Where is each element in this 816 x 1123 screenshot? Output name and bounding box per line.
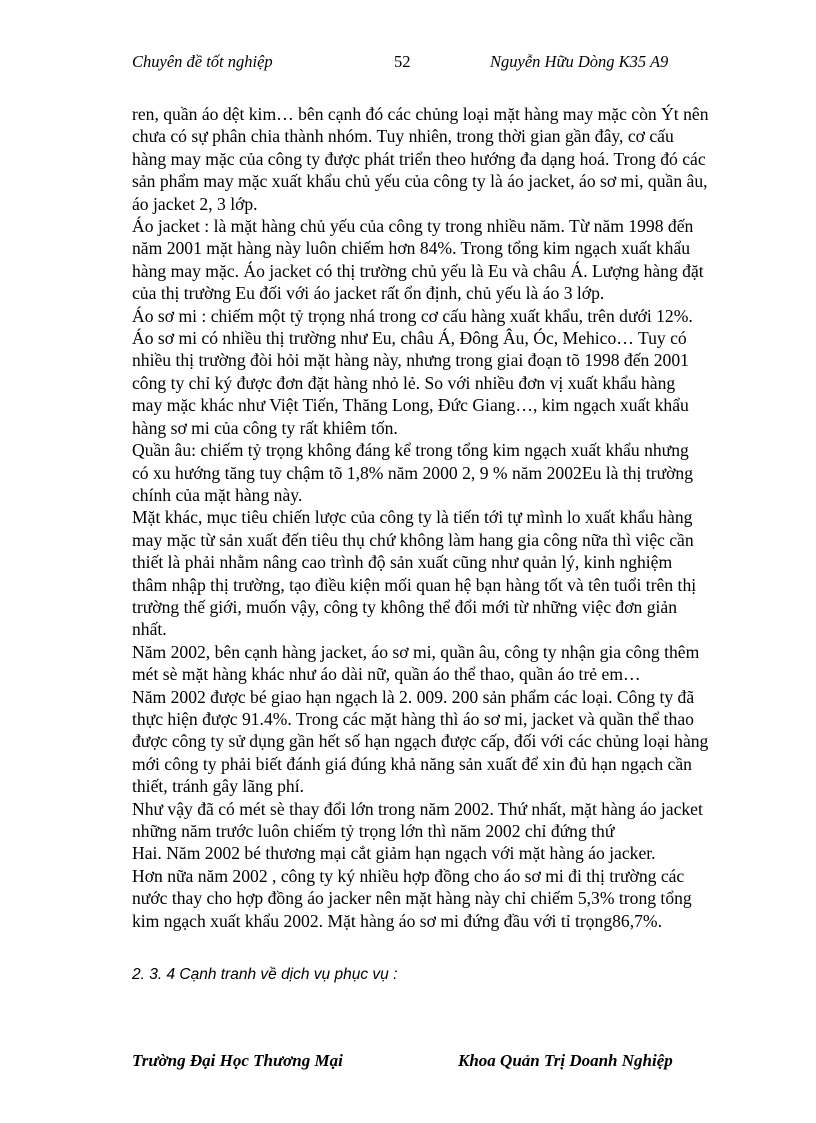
- body-line: có xu hướng tăng tuy chậm tõ 1,8% năm 2000 2, 9 % năm 2002Eu là thị trường: [132, 462, 694, 483]
- body-line: được công ty sử dụng gần hết số hạn ngạch được cấp, đối với các chủng loại hàng: [132, 731, 709, 752]
- body-line: Năm 2002 được bé giao hạn ngạch là 2. 009. 200 sản phẩm các loại. Công ty đã: [132, 686, 695, 707]
- page-footer: [132, 1051, 702, 1075]
- body-line: may mặc từ sản xuất đến tiêu thụ chứ không làm hang gia công nữa thì việc cần: [132, 529, 694, 550]
- body-line: những năm trước luôn chiếm tỷ trọng lớn thì năm 2002 chỉ đứng thứ: [132, 821, 615, 841]
- body-line: thực hiện được 91.4%. Trong các mặt hàng thì áo sơ mi, jacket và quần thể thao: [132, 708, 694, 729]
- footer-faculty: Khoa Quản Trị Doanh Nghiệp: [458, 1051, 673, 1070]
- body-line: Áo jacket : là mặt hàng chủ yếu của công ty trong nhiều năm. Từ năm 1998 đến: [132, 216, 694, 237]
- body-line: Mặt khác, mục tiêu chiến lược của công ty là tiến tới tự mình lo xuất khẩu hàng: [132, 507, 693, 528]
- header-title: Chuyên đề tốt nghiệp: [132, 52, 273, 71]
- header-author: Nguyễn Hữu Dòng K35 A9: [490, 52, 669, 71]
- section-heading: 2. 3. 4 Cạnh tranh về dịch vụ phục vụ :: [132, 966, 398, 983]
- body-line: công ty chỉ ký được đơn đặt hàng nhỏ lẻ. So với nhiều đơn vị xuất khẩu hàng: [132, 372, 676, 393]
- body-line: thiết là phải nhằm nâng cao trình độ sản xuất cũng như quản lý, kinh nghiệm: [132, 552, 673, 573]
- body-line: Năm 2002, bên cạnh hàng jacket, áo sơ mi, quần âu, công ty nhận gia công thêm: [132, 641, 700, 662]
- body-text: [132, 103, 744, 932]
- body-line: của thị trường Eu đối với áo jacket rất ổn định, chủ yếu là áo 3 lớp.: [132, 283, 605, 304]
- body-line: năm 2001 mặt hàng này luôn chiếm hơn 84%. Trong tổng kim ngạch xuất khẩu: [132, 238, 691, 259]
- body-line: chính của mặt hàng này.: [132, 484, 303, 505]
- footer-university: Trường Đại Học Thương Mại: [132, 1051, 343, 1070]
- body-line: ren, quần áo dệt kim… bên cạnh đó các chủng loại mặt hàng may mặc còn Ýt nên: [132, 104, 709, 124]
- page-header: [132, 52, 702, 76]
- body-line: nhiều thị trường đòi hỏi mặt hàng này, nhưng trong giai đoạn tõ 1998 đến 2001: [132, 350, 689, 371]
- body-line: thâm nhập thị trường, tạo điều kiện mối quan hệ bạn hàng tốt và tên tuổi trên thị: [132, 574, 697, 595]
- body-line: Áo sơ mi : chiếm một tỷ trọng nhá trong cơ cấu hàng xuất khẩu, trên dưới 12%.: [132, 305, 693, 326]
- body-line: áo jacket 2, 3 lớp.: [132, 193, 258, 214]
- body-line: Hai. Năm 2002 bé thương mại cắt giảm hạn ngạch với mặt hàng áo jacker.: [132, 843, 656, 864]
- body-line: kim ngạch xuất khẩu 2002. Mặt hàng áo sơ mi đứng đầu với tỉ trọng86,7%.: [132, 910, 662, 931]
- body-line: hàng may mặc của công ty được phát triển theo hướng đa dạng hoá. Trong đó các: [132, 148, 706, 169]
- body-line: Áo sơ mi có nhiều thị trường như Eu, châu Á, Đông Âu, Óc, Mehico… Tuy có: [132, 328, 687, 349]
- body-line: Hơn nữa năm 2002 , công ty ký nhiều hợp đồng cho áo sơ mi đi thị trường các: [132, 865, 685, 886]
- body-line: may mặc khác như Việt Tiến, Thăng Long, Đức Giang…, kim ngạch xuất khẩu: [132, 395, 689, 416]
- body-line: Như vậy đã có mét sè thay đổi lớn trong năm 2002. Thứ nhất, mặt hàng áo jacket: [132, 798, 703, 819]
- body-line: mới công ty phải biết đánh giá đúng khả năng sản xuất để xin đủ hạn ngạch cần: [132, 753, 692, 774]
- body-line: hàng sơ mi của công ty rất khiêm tốn.: [132, 417, 398, 438]
- body-line: mét sè mặt hàng khác như áo dài nữ, quần áo thể thao, quần áo trẻ em…: [132, 664, 641, 685]
- body-line: sản phẩm may mặc xuất khẩu chủ yếu của công ty là áo jacket, áo sơ mi, quần âu,: [132, 171, 708, 192]
- body-line: chưa có sự phân chia thành nhóm. Tuy nhiên, trong thời gian gần đây, cơ cấu: [132, 126, 674, 147]
- body-line: nước thay cho hợp đồng áo jacker nên mặt hàng này chỉ chiếm 5,3% trong tổng: [132, 888, 692, 909]
- body-line: Quần âu: chiếm tỷ trọng không đáng kể trong tổng kim ngạch xuất khẩu nhưng: [132, 440, 689, 461]
- body-line: nhất.: [132, 619, 167, 640]
- page-number: 52: [394, 52, 411, 71]
- body-line: hàng may mặc. Áo jacket có thị trường chủ yếu là Eu và châu Á. Lượng hàng đặt: [132, 260, 704, 281]
- body-line: thiết, tránh gây lãng phí.: [132, 776, 304, 797]
- body-line: trường thế giới, muốn vậy, công ty không thể đổi mới từ những việc đơn giản: [132, 596, 678, 617]
